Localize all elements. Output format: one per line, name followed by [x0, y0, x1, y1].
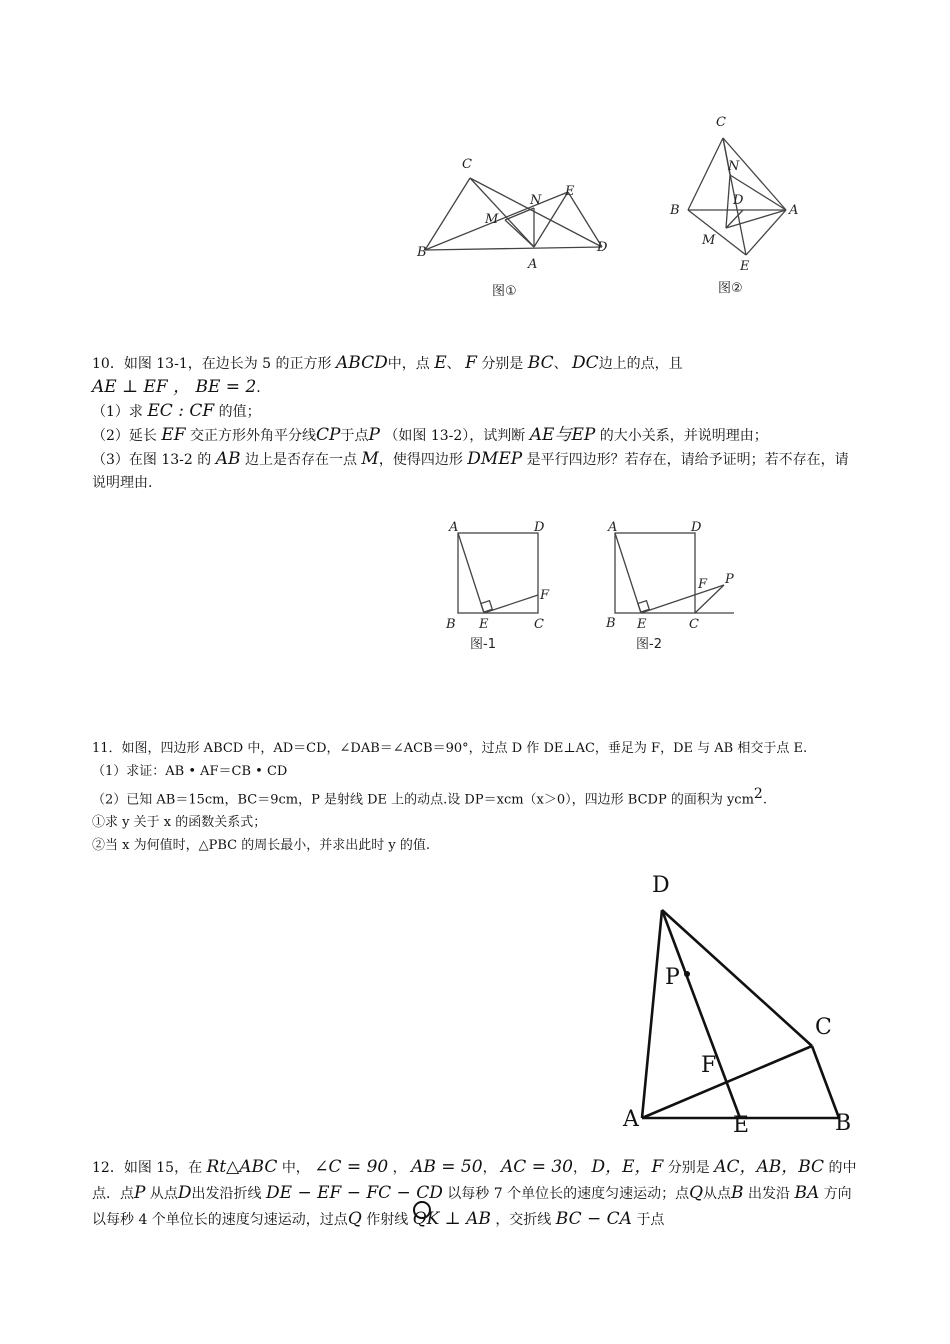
label-B: B: [670, 203, 680, 218]
figure-q11: [615, 868, 865, 1140]
q12-text: [92, 1155, 862, 1233]
q11-number: 11．: [92, 741, 122, 756]
q10-text: （如图 13-2），试判断: [384, 428, 526, 444]
q12-text: 从点: [149, 1186, 178, 1202]
label-F: F: [540, 588, 550, 603]
label-N: N: [728, 159, 740, 174]
q10-text: 如图 13-1，在边长为 5 的正方形: [123, 356, 332, 372]
math-condition: AE ⊥ EF ， BE = 2: [92, 377, 257, 397]
q12-text: 以每秒 7 个单位长的速度匀速运动；点: [447, 1186, 690, 1202]
label-P: P: [725, 572, 734, 587]
label-P: P: [665, 965, 680, 990]
q10-text: 、: [553, 356, 568, 372]
q11-text: （2）已知 AB＝15cm，BC＝9cm，P 是射线 DE 上的动点.设 DP＝xcm（x＞0），四边形 BCDP 的面积为 ycm: [92, 792, 754, 808]
q12-text: 作射线: [366, 1212, 409, 1228]
math-q: Q: [347, 1209, 362, 1229]
q11-sub-2: ②当 x 为何值时，△PBC 的周长最小，并求出此时 y 的值.: [92, 838, 430, 854]
math-d: D: [177, 1183, 192, 1203]
math-q: Q: [689, 1183, 704, 1203]
label-C: C: [689, 617, 699, 632]
figure-2-caption: 图②: [718, 281, 743, 296]
q11-superscript: 2: [753, 786, 763, 802]
q12-number: 12．: [92, 1160, 124, 1176]
q10-text: 中，点: [387, 356, 430, 372]
q10-text: 于点: [340, 428, 369, 444]
q10-line-1: [92, 352, 862, 376]
figure-13-2: [598, 515, 748, 655]
label-A: A: [528, 257, 538, 272]
q10-text: 、: [446, 356, 461, 372]
label-D: D: [691, 520, 702, 535]
label-B: B: [446, 617, 456, 632]
label-B: B: [835, 1111, 852, 1136]
math-ae-ep: AE与EP: [529, 425, 596, 445]
math-f: F: [465, 353, 477, 373]
q12-text: ，交折线: [495, 1212, 552, 1228]
label-B: B: [606, 616, 616, 631]
q10-condition: [92, 376, 862, 400]
q12-text: ，: [572, 1160, 587, 1176]
q12-text: 分别是: [667, 1160, 710, 1176]
math-ac-30: AC = 30: [501, 1157, 573, 1177]
question-12: [92, 1155, 862, 1233]
label-D: D: [733, 193, 744, 208]
label-E: E: [740, 259, 750, 274]
q12-text: 于点: [636, 1212, 665, 1228]
math-cp: CP: [316, 425, 341, 445]
math-e: E: [434, 353, 447, 373]
q12-text: 如图 15，在: [123, 1160, 203, 1176]
figure-13-1-caption: 图-1: [470, 637, 496, 652]
q10-text: 交正方形外角平分线: [190, 428, 317, 444]
label-E: E: [479, 617, 489, 632]
label-C: C: [716, 115, 726, 130]
math-dmep: DMEP: [467, 449, 523, 469]
q10-part-3: [92, 448, 862, 495]
math-def: D，E，F: [591, 1157, 664, 1177]
q10-text: 是平行四边形？若存在，请给予证明；若不存在，请说明理由.: [92, 452, 849, 491]
figure-13-1: [440, 515, 560, 655]
q12-text: 中，: [281, 1160, 310, 1176]
math-p: P: [368, 425, 380, 445]
math-ab: AB: [215, 449, 241, 469]
label-E: E: [733, 1113, 750, 1138]
q11-text: .: [762, 792, 767, 808]
math-sides: AC，AB，BC: [714, 1157, 825, 1177]
label-E: E: [637, 617, 647, 632]
q11-text: 如图，四边形 ABCD 中，AD＝CD，∠DAB＝∠ACB＝90°，过点 D 作 DE⊥AC，垂足为 F，DE 与 AB 相交于点 E.: [121, 741, 808, 756]
math-angle-c: ∠C = 90: [314, 1157, 389, 1177]
q10-text: （2）延长: [92, 428, 157, 444]
math-ab-50: AB = 50: [411, 1157, 483, 1177]
math-ef: EF: [161, 425, 186, 445]
q12-text: ，: [482, 1160, 497, 1176]
math-p: P: [134, 1183, 146, 1203]
circle-mark: [410, 1198, 434, 1222]
label-N: N: [530, 193, 542, 208]
label-A: A: [789, 203, 799, 218]
figure-2: [660, 110, 810, 300]
square-figure-lines: [458, 533, 538, 613]
q11-line-1: [92, 737, 862, 760]
q12-text: 从点: [703, 1186, 732, 1202]
label-F: F: [701, 1053, 717, 1078]
math-ba: BA: [794, 1183, 820, 1203]
label-M: M: [485, 212, 499, 227]
label-B: B: [417, 245, 427, 260]
q10-text: 的大小关系，并说明理由；: [599, 428, 768, 444]
q10-part-2: [92, 424, 862, 448]
label-F: F: [698, 577, 708, 592]
q12-text: ，: [392, 1160, 407, 1176]
point-p: [684, 971, 690, 977]
label-C: C: [534, 617, 544, 632]
math-dc: DC: [572, 353, 599, 373]
q11-part-1: （1）求证：AB • AF＝CB • CD: [92, 764, 288, 779]
q10-text: 边上的点，且: [598, 356, 683, 372]
math-path: DE − EF − FC − CD: [266, 1183, 443, 1203]
q12-text: 出发沿折线: [191, 1186, 262, 1202]
q10-text: 分别是: [481, 356, 524, 372]
q10-text: 的值；: [218, 404, 261, 420]
q12-text: 的中点．点: [92, 1160, 857, 1202]
label-D: D: [534, 520, 545, 535]
label-A: A: [608, 520, 618, 535]
math-m: M: [361, 449, 379, 469]
math-b: B: [731, 1183, 744, 1203]
figure-1-caption: 图①: [492, 284, 517, 299]
q12-text: 方向以每秒 4 个单位长的速度匀速运动，过点: [92, 1186, 852, 1228]
q10-text: ，使得四边形: [378, 452, 463, 468]
figure-1: [410, 150, 620, 300]
math-bc-ca: BC − CA: [555, 1209, 632, 1229]
label-C: C: [462, 157, 472, 172]
q10-number: 10．: [92, 356, 124, 372]
figure-1-lines: [425, 178, 602, 250]
q12-text: 出发沿: [748, 1186, 790, 1202]
question-11: [92, 737, 862, 857]
math-qk: QK ⊥ AB: [412, 1209, 491, 1229]
quadrilateral-lines: [642, 910, 839, 1118]
q10-text: 边上是否存在一点: [244, 452, 357, 468]
math-abcd: ABCD: [336, 353, 388, 373]
q11-sub-1: ①求 y 关于 x 的函数关系式；: [92, 815, 267, 831]
q10-part-1: [92, 400, 862, 424]
label-E: E: [565, 184, 575, 199]
q10-text: （3）在图 13-2 的: [92, 452, 212, 468]
label-D: D: [597, 240, 608, 255]
label-D: D: [652, 873, 670, 898]
math-ratio: EC : CF: [147, 401, 215, 421]
square-figure-lines: [615, 533, 734, 613]
math-bc: BC: [527, 353, 554, 373]
label-A: A: [623, 1107, 639, 1132]
q10-text: （1）求: [92, 404, 143, 420]
q11-part-2: [92, 783, 862, 811]
label-C: C: [815, 1015, 832, 1040]
label-A: A: [449, 520, 459, 535]
question-10: [92, 352, 862, 495]
q10-text: .: [256, 380, 261, 396]
figure-13-2-caption: 图-2: [636, 637, 662, 652]
label-M: M: [702, 233, 716, 248]
math-rt-abc: Rt△ABC: [206, 1157, 278, 1177]
